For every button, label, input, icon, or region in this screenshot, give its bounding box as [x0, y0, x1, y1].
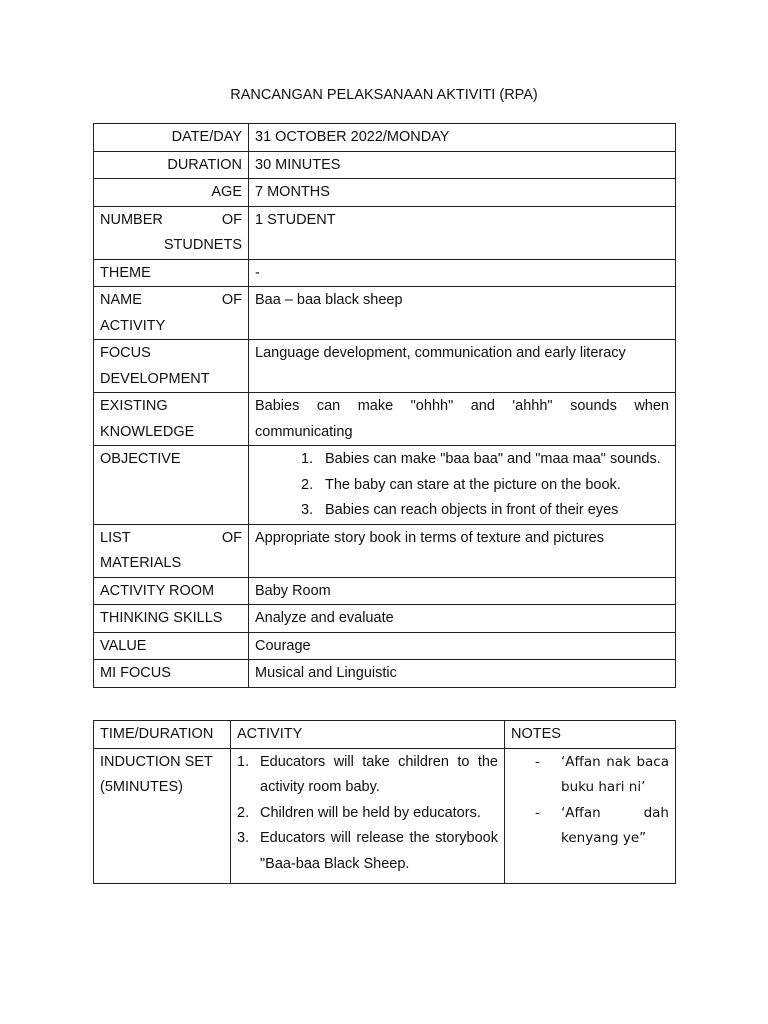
- table-row: [94, 524, 676, 577]
- column-header-notes: NOTES: [505, 721, 676, 749]
- list-item: [237, 801, 498, 827]
- row-label-part: OF: [221, 529, 242, 546]
- row-label: [94, 206, 249, 259]
- column-header-activity: ACTIVITY: [231, 721, 505, 749]
- list-item-text: Babies can reach objects in front of their eyes: [325, 502, 619, 518]
- row-label: [94, 524, 249, 577]
- note-text: ‘Affan nak baca buku hari ni’: [561, 753, 669, 795]
- list-item-text: Babies can make "baa baa" and "maa maa" sounds.: [325, 451, 661, 467]
- table-row: [94, 393, 676, 446]
- row-value: Musical and Linguistic: [249, 660, 676, 688]
- row-label-part: FOCUS: [100, 345, 151, 361]
- row-value: 30 MINUTES: [249, 151, 676, 179]
- dash-bullet: -: [535, 804, 540, 821]
- list-number: 1.: [237, 753, 250, 770]
- row-label: MI FOCUS: [94, 660, 249, 688]
- row-label-part: KNOWLEDGE: [100, 423, 195, 440]
- notes-cell: [505, 748, 676, 884]
- row-value: Appropriate story book in terms of texture and pictures: [249, 524, 676, 577]
- table-row: [94, 206, 676, 259]
- row-value: 1 STUDENT: [249, 206, 676, 259]
- time-duration: (5MINUTES): [100, 779, 183, 795]
- list-number: 1.: [301, 451, 314, 467]
- list-item-text: Children will be held by educators.: [260, 804, 481, 821]
- objective-list: [255, 447, 669, 524]
- table-row: [94, 124, 676, 152]
- list-item: [511, 750, 669, 801]
- row-label: VALUE: [94, 632, 249, 660]
- row-label-part: LIST: [100, 529, 131, 546]
- table-row: [94, 748, 676, 884]
- row-value: 31 OCTOBER 2022/MONDAY: [249, 124, 676, 152]
- time-label: INDUCTION SET: [100, 753, 213, 770]
- list-item: [255, 473, 669, 499]
- table-row: [94, 577, 676, 605]
- list-item-text: Educators will take children to the activity room baby.: [260, 753, 498, 795]
- list-number: 2.: [301, 476, 314, 493]
- row-label: ACTIVITY ROOM: [94, 577, 249, 605]
- row-label-part: STUDNETS: [163, 237, 242, 253]
- row-label-part: MATERIALS: [100, 555, 182, 571]
- table-row: [94, 340, 676, 393]
- row-value: Baby Room: [249, 577, 676, 605]
- row-label-part: OF: [221, 292, 242, 308]
- row-value: Courage: [249, 632, 676, 660]
- list-item-text: The baby can stare at the picture on the book.: [325, 476, 621, 493]
- table-row: [94, 632, 676, 660]
- list-item: [255, 447, 669, 473]
- list-item: [511, 801, 669, 852]
- row-label-part: ACTIVITY: [100, 317, 166, 334]
- activity-list: [237, 750, 498, 878]
- objective-cell: [249, 446, 676, 525]
- table-row: [94, 287, 676, 340]
- row-label: OBJECTIVE: [94, 446, 249, 525]
- row-label: THEME: [94, 259, 249, 287]
- row-label-part: NAME: [100, 292, 142, 308]
- row-label-part: OF: [221, 211, 242, 228]
- list-item: [237, 750, 498, 801]
- row-value: Analyze and evaluate: [249, 605, 676, 633]
- row-label-part: EXISTING: [100, 398, 168, 414]
- list-number: 3.: [301, 502, 314, 518]
- column-header-time: TIME/DURATION: [94, 721, 231, 749]
- table-row: [94, 179, 676, 207]
- activity-steps-table: [93, 720, 676, 884]
- table-row: [94, 151, 676, 179]
- page-title: RANCANGAN PELAKSANAAN AKTIVITI (RPA): [230, 87, 538, 103]
- row-label: AGE: [94, 179, 249, 207]
- row-label-part: NUMBER: [100, 211, 163, 228]
- table-header-row: [94, 721, 676, 749]
- activity-info-table: [93, 123, 676, 688]
- row-label-part: DEVELOPMENT: [100, 370, 210, 387]
- row-value: Language development, communication and early literacy: [249, 340, 676, 393]
- row-value: 7 MONTHS: [249, 179, 676, 207]
- row-label: [94, 287, 249, 340]
- activity-cell: [231, 748, 505, 884]
- list-item-text: Educators will release the storybook "Baa-baa Black Sheep.: [260, 830, 498, 872]
- row-label: [94, 340, 249, 393]
- row-value: Babies can make "ohhh" and 'ahhh" sounds when communicating: [249, 393, 676, 446]
- table-row: [94, 259, 676, 287]
- note-text: ‘Affan dah kenyang ye”: [561, 804, 669, 846]
- table-row: [94, 605, 676, 633]
- list-item: [255, 498, 669, 524]
- list-item: [237, 826, 498, 877]
- row-label: [94, 393, 249, 446]
- table-row: [94, 446, 676, 525]
- list-number: 3.: [237, 830, 250, 846]
- row-value: Baa – baa black sheep: [249, 287, 676, 340]
- list-number: 2.: [237, 804, 250, 821]
- row-label: DURATION: [94, 151, 249, 179]
- row-label: DATE/DAY: [94, 124, 249, 152]
- notes-list: [511, 750, 669, 852]
- table-row: [94, 660, 676, 688]
- time-cell: [94, 748, 231, 884]
- row-label: THINKING SKILLS: [94, 605, 249, 633]
- dash-bullet: -: [535, 753, 540, 770]
- row-value: -: [249, 259, 676, 287]
